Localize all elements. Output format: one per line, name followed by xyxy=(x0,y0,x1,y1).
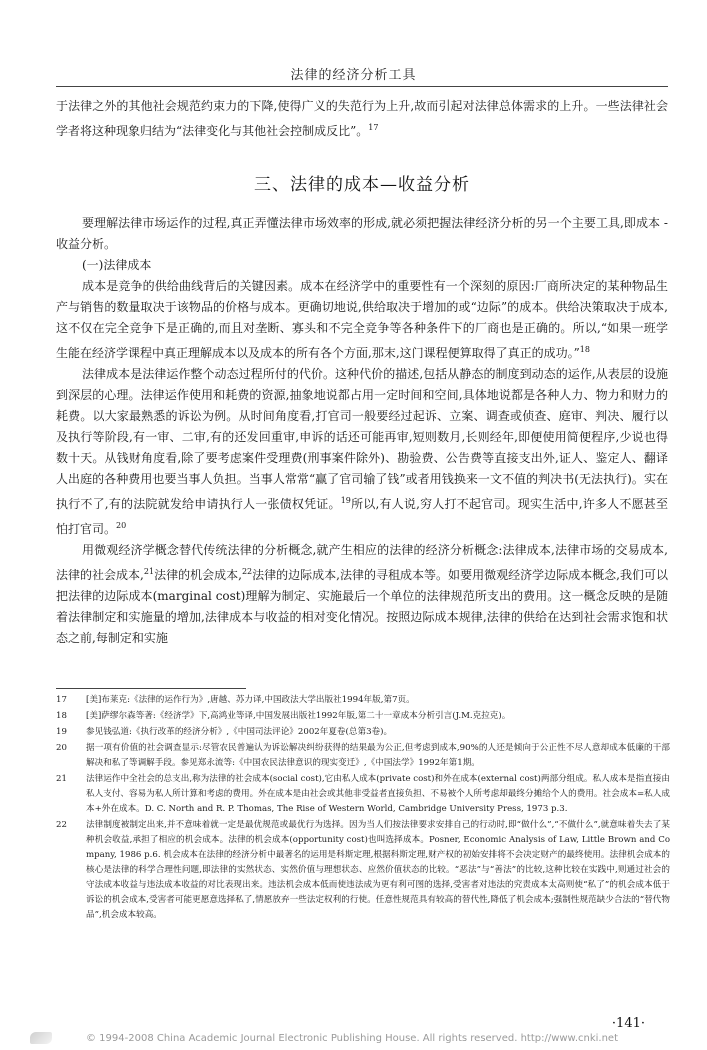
footnote-number: 19 xyxy=(56,727,67,737)
subheading: (一)法律成本 xyxy=(82,258,152,272)
footnote-ref[interactable]: 20 xyxy=(116,521,127,530)
section-title: 三、法律的成本—收益分析 xyxy=(254,175,470,195)
paragraph-text: 法律的边际成本,法律的寻租成本等。如要用微观经济学边际成本概念,我们可以把法律的边际成本(marginal cost)理解为制定、实施最后一个单位的法律规范所支出的费用。这一概念反映的是随着法律制定和实施量的增加,法律成本与收益的相对变化情况。按照边际成本规律,法律的供给在达到社会需求饱和状态之前,每制定和实施 xyxy=(56,568,668,645)
footnote xyxy=(56,818,670,923)
paragraph-text: 法律成本是法律运作整个动态过程所付的代价。这种代价的描述,包括从静态的制度到动态的运作,从表层的设施到深层的心理。法律运作使用和耗费的资源,抽象地说都占用一定时间和空间,具体地说都是各种人力、物力和财力的耗费。以大家最熟悉的诉讼为例。从时间角度看,打官司一般要经过起诉、立案、调查或侦查、庭审、判决、履行以及执行等阶段,有一审、二审,有的还发回重审,申诉的话还可能再审,短则数月,长则经年,即便使用简便程序,少说也得数十天。从钱财角度看,除了要考虑案件受理费(刑事案件除外)、勘验费、公告费等直接支出外,证人、鉴定人、翻译人出庭的各种费用也要当事人负担。当事人常常“赢了官司输了钱”或者用钱换来一文不值的判决书(无法执行)。实在执行不了,有的法院就发给申请执行人一张债权凭证。 xyxy=(56,367,668,511)
footnote-ref[interactable]: 18 xyxy=(579,345,590,354)
cnki-logo-icon xyxy=(30,1032,52,1044)
paragraph-text: 于法律之外的其他社会规范约束力的下降,使得广义的失范行为上升,故而引起对法律总体需求的上升。一些法律社会学者将这种现象归结为“法律变化与其他社会控制成反比”。 xyxy=(56,99,668,138)
footnote-ref[interactable]: 19 xyxy=(340,496,351,505)
paragraph xyxy=(56,276,668,364)
page-number: ·141· xyxy=(611,1016,645,1031)
paragraph-text: 用微观经济学概念替代传统法律的分析概念,就产生相应的法律的经济分析概念:法律成本,法律市场的交易成本,法律的社会成本, xyxy=(56,543,668,582)
body-text xyxy=(56,96,668,649)
running-head: 法律的经济分析工具 xyxy=(290,68,417,83)
footnotes xyxy=(56,693,670,924)
footnote-rule xyxy=(56,688,246,689)
paragraph-text: 成本是竞争的供给曲线背后的关键因素。成本在经济学中的重要性有一个深刻的原因:厂商所决定的某种物品生产与销售的数量取决于该物品的价格与成本。更确切地说,供给取决于增加的或“边际”的成本。供给决策取决于成本,这不仅在完全竞争下是正确的,而且对垄断、寡头和不完全竞争等各种条件下的厂商也是正确的。所以,“如果一班学生能在经济学课程中真正理解成本以及成本的所有各个方面,那末,这门课程便算取得了真正的成功。” xyxy=(56,279,668,360)
footnote-text: [美]布莱克:《法律的运作行为》,唐越、苏力译,中国政法大学出版社1994年版,第7页。 xyxy=(86,695,415,705)
footnote-number: 22 xyxy=(56,820,67,830)
footnote-ref[interactable]: 21 xyxy=(143,567,155,576)
footnote xyxy=(56,709,670,724)
paragraph xyxy=(56,96,668,142)
footnote-ref[interactable]: 17 xyxy=(368,123,379,132)
paragraph xyxy=(56,540,668,649)
footnote xyxy=(56,772,670,817)
footnote-number: 20 xyxy=(56,743,67,753)
footnote xyxy=(56,693,670,708)
footnote-number: 21 xyxy=(56,774,67,784)
paragraph-text: 所以,有人说,穷人打不起官司。现实生活中,许多人不愿甚至怕打官司。 xyxy=(56,497,668,536)
footnote xyxy=(56,741,670,771)
footnote-text: 参见钱弘道:《执行改革的经济分析》,《中国司法评论》2002年夏卷(总第3卷)。 xyxy=(86,727,393,737)
header-rule xyxy=(56,86,668,87)
paragraph-text: 法律的机会成本, xyxy=(154,568,242,582)
paragraph: 要理解法律市场运作的过程,真正弄懂法律市场效率的形成,就必须把握法律经济分析的另一个主要工具,即成本 - 收益分析。 xyxy=(56,216,668,251)
footnote xyxy=(56,725,670,740)
footnote-number: 18 xyxy=(56,711,67,721)
footnote-text: 法律运作中全社会的总支出,称为法律的社会成本(social cost),它由私人成本(private cost)和外在成本(external cost)两部分组成。私人成本是指直接由私人支付、容易为私人所计算和考虑的费用。外在成本是由社会或其他非受益者直接负担、不易被个人所考虑却最终分摊给个人的费用。社会成本=私人成本+外在成本。D. C. North and R. P. Thomas, The Rise of Western World, Cambridge University Press, 1973 p.3. xyxy=(86,774,670,814)
footnote-text: 法律制度被制定出来,并不意味着就一定是最优规范或最优行为选择。因为当人们按法律要求安排自己的行动时,即“做什么”,“不做什么”,就意味着失去了某种机会收益,承担了相应的机会成本。法律的机会成本(opportunity cost)也叫选择成本。Posner, Economic Analysis of Law, Little Brown and Company, 1986 p.6. 机会成本在法律的经济分析中最著名的运用是科斯定理,根据科斯定理,财产权的初始安排将不会决定财产的最终使用。法律机会成本的核心是法律的科学合理性问题,即法律的实然状态、实然价值与理想状态、应然价值状态的比较。“恶法”与“善法”的比较,这种比较在实践中,则通过社会的守法成本收益与违法成本收益的对比表现出来。违法机会成本低而使违法成为更有利可图的选择,受害者对违法的究责成本太高则使“私了”的机会成本低于诉讼的机会成本,受害者可能更愿意选择私了,情愿放弃一些法定权利的行使。任意性规范具有较高的替代性,降低了机会成本;强制性规范缺少合法的“替代物品”,机会成本较高。 xyxy=(86,820,670,920)
footnote-ref[interactable]: 22 xyxy=(241,567,253,576)
footnote-text: [美]萨缪尔森等著:《经济学》下,高鸿业等译,中国发展出版社1992年版,第二十一章成本分析引言(J.M.克拉克)。 xyxy=(86,711,511,721)
watermark-text: © 1994-2008 China Academic Journal Electronic Publishing House. All rights reserved. http://www.cnki.net xyxy=(86,1032,618,1044)
footnote-number: 17 xyxy=(56,695,67,705)
paragraph xyxy=(56,364,668,540)
watermark xyxy=(30,1032,690,1044)
footnote-text: 据一项有价值的社会调查显示:尽管农民普遍认为诉讼解决纠纷获得的结果最为公正,但考虑到成本,90%的人还是倾向于公正性不尽人意却成本低廉的干部解决和私了等调解手段。参见郑永流等:《中国农民法律意识的现实变迁》,《中国法学》1992年第1期。 xyxy=(86,743,670,768)
